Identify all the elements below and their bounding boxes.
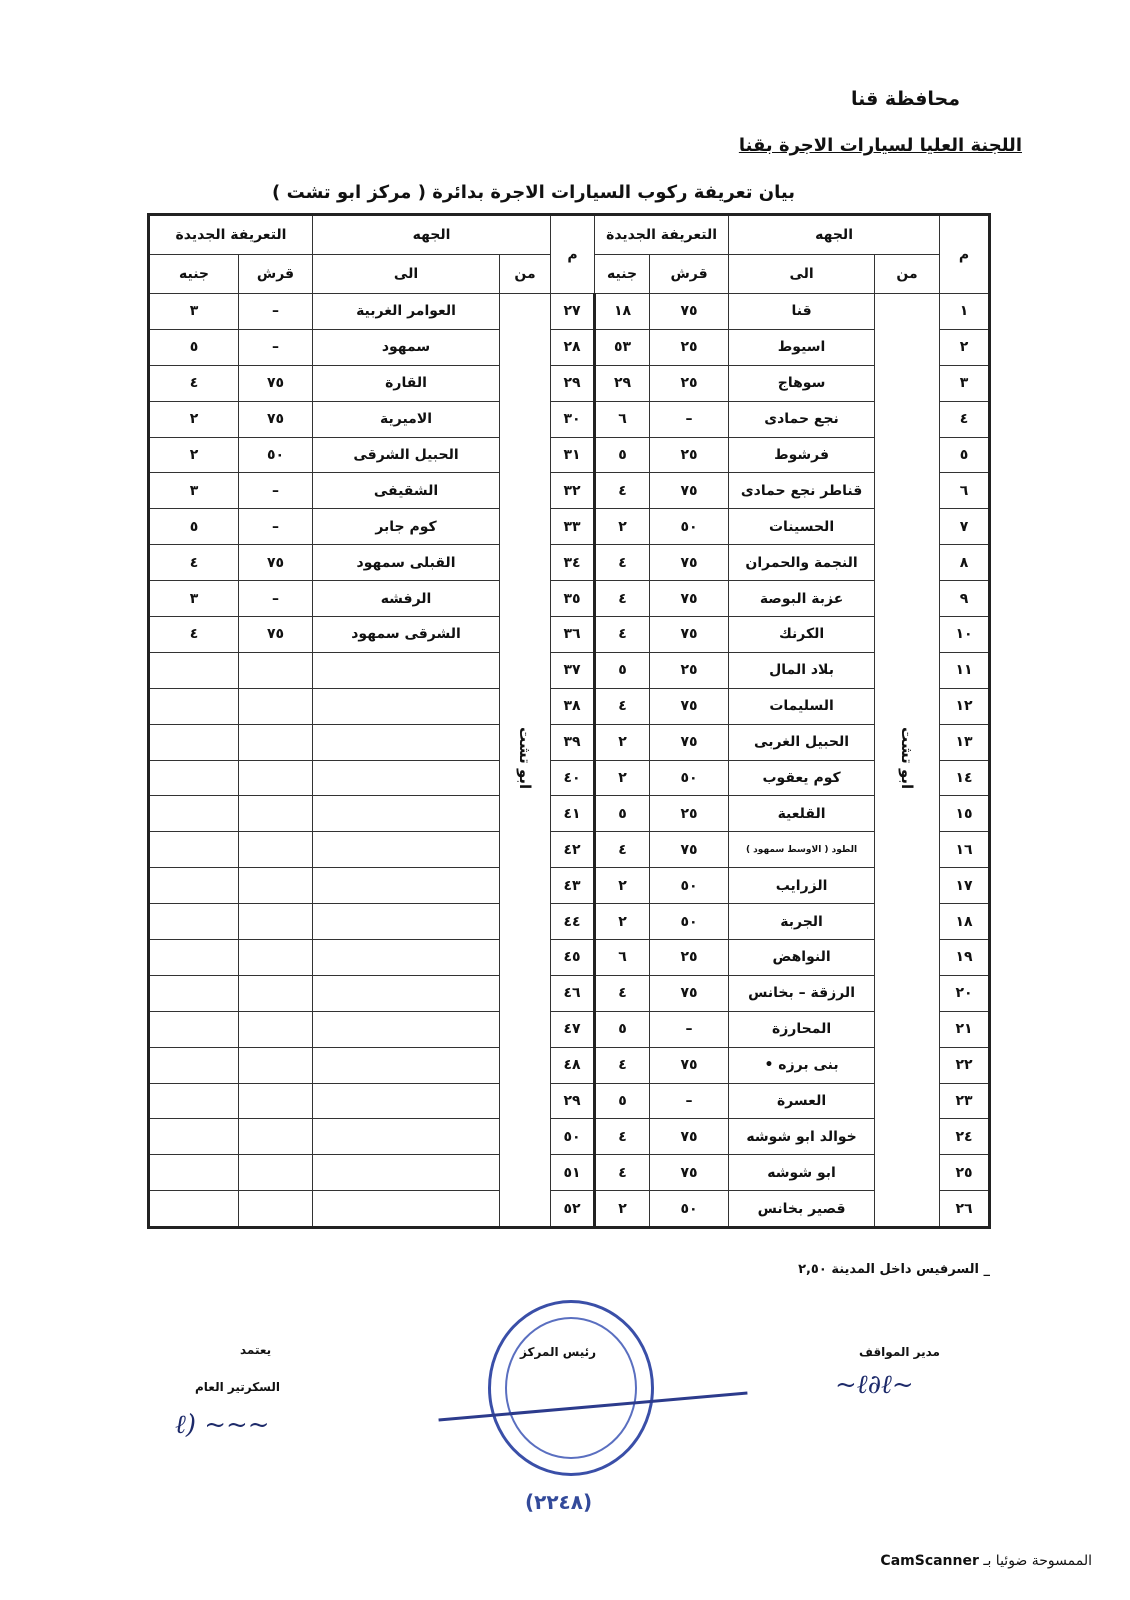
qirsh-left (239, 1047, 313, 1083)
row-number-right: ١٨ (940, 904, 990, 940)
destination-right: قصير بخانس (729, 1191, 875, 1228)
qirsh-right: ٧٥ (650, 617, 729, 653)
jineh-right: ٢٩ (595, 365, 650, 401)
row-number-right: ٤ (940, 401, 990, 437)
jineh-left: ٣ (149, 581, 239, 617)
jineh-left (149, 1155, 239, 1191)
row-number-right: ٢٤ (940, 1119, 990, 1155)
row-number-left: ٤١ (551, 796, 595, 832)
table-row (149, 545, 990, 581)
destination-right: الرزقة – بخانس (729, 975, 875, 1011)
destination-right: النواهض (729, 940, 875, 976)
jineh-left: ٣ (149, 294, 239, 330)
row-number-left: ٢٩ (551, 365, 595, 401)
scanner-prefix: الممسوحة ضوئيا بـ (983, 1553, 1092, 1569)
qirsh-left: ٧٥ (239, 401, 313, 437)
jineh-left (149, 1011, 239, 1047)
row-number-right: ١٣ (940, 724, 990, 760)
header-from-right: من (875, 255, 940, 294)
jineh-right: ٤ (595, 832, 650, 868)
secretary-label: السكرتير العام (195, 1380, 281, 1394)
jineh-left: ٥ (149, 509, 239, 545)
header-to-left: الى (313, 255, 500, 294)
jineh-left (149, 688, 239, 724)
destination-left: الرفشه (313, 581, 500, 617)
destination-left (313, 1047, 500, 1083)
qirsh-left: ٧٥ (239, 617, 313, 653)
table-row (149, 868, 990, 904)
jineh-right: ٤ (595, 617, 650, 653)
qirsh-right: ٧٥ (650, 688, 729, 724)
destination-right: خوالد ابو شوشه (729, 1119, 875, 1155)
qirsh-right: ٢٥ (650, 940, 729, 976)
row-number-right: ١٩ (940, 940, 990, 976)
row-number-left: ٣٣ (551, 509, 595, 545)
table-row (149, 509, 990, 545)
tariff-table (147, 213, 991, 1229)
row-number-right: ١٠ (940, 617, 990, 653)
qirsh-left (239, 1191, 313, 1228)
table-row (149, 437, 990, 473)
header-direction-right: الجهه (729, 215, 940, 255)
destination-left (313, 832, 500, 868)
statement-title (272, 182, 795, 203)
header-jineh-right: جنيه (595, 255, 650, 294)
qirsh-left (239, 796, 313, 832)
header-from-left: من (500, 255, 551, 294)
jineh-right: ٢ (595, 1191, 650, 1228)
qirsh-left (239, 1011, 313, 1047)
jineh-left: ٤ (149, 545, 239, 581)
jineh-right: ٤ (595, 1119, 650, 1155)
row-number-left: ٣٩ (551, 724, 595, 760)
tariff-table-body (149, 294, 990, 1228)
destination-right: الطود ( الاوسط سمهود ) (729, 832, 875, 868)
jineh-right: ٤ (595, 581, 650, 617)
approve-label: يعتمد (240, 1343, 272, 1357)
destination-left (313, 975, 500, 1011)
row-number-left: ٤٦ (551, 975, 595, 1011)
destination-left (313, 1011, 500, 1047)
qirsh-left: – (239, 509, 313, 545)
table-row (149, 473, 990, 509)
row-number-right: ٢٥ (940, 1155, 990, 1191)
jineh-right: ٤ (595, 975, 650, 1011)
destination-right: السليمات (729, 688, 875, 724)
table-row (149, 1119, 990, 1155)
jineh-left: ٤ (149, 617, 239, 653)
table-row (149, 688, 990, 724)
row-number-right: ٥ (940, 437, 990, 473)
row-number-left: ٤٧ (551, 1011, 595, 1047)
parking-manager-scribble: ~ℓ∂ℓ~ (835, 1370, 914, 1400)
qirsh-right: – (650, 1083, 729, 1119)
qirsh-left (239, 904, 313, 940)
destination-left: الاميرية (313, 401, 500, 437)
destination-right: النجمة والحمران (729, 545, 875, 581)
jineh-left (149, 796, 239, 832)
jineh-right: ٥ (595, 1083, 650, 1119)
qirsh-right: ٥٠ (650, 1191, 729, 1228)
jineh-right: ٥ (595, 1011, 650, 1047)
destination-left (313, 904, 500, 940)
official-stamp (488, 1300, 654, 1476)
row-number-left: ٤٤ (551, 904, 595, 940)
row-number-right: ٢٠ (940, 975, 990, 1011)
scanner-watermark (880, 1553, 1092, 1569)
header-m-left: م (551, 215, 595, 294)
table-row (149, 294, 990, 330)
row-number-right: ٦ (940, 473, 990, 509)
jineh-right: ٦ (595, 940, 650, 976)
qirsh-left (239, 1083, 313, 1119)
row-number-left: ٢٩ (551, 1083, 595, 1119)
scanner-brand: CamScanner (880, 1553, 979, 1569)
destination-right: بلاد المال (729, 652, 875, 688)
qirsh-right: ٧٥ (650, 1155, 729, 1191)
qirsh-left (239, 940, 313, 976)
destination-right: نجع حمادى (729, 401, 875, 437)
table-row (149, 1011, 990, 1047)
table-row (149, 760, 990, 796)
header-qirsh-left: قرش (239, 255, 313, 294)
service-note: _ السرفيس داخل المدينة ٢,٥٠ (798, 1262, 990, 1277)
destination-left (313, 796, 500, 832)
from-cell-left (500, 294, 551, 1228)
row-number-right: ١٦ (940, 832, 990, 868)
destination-right: قناطر نجع حمادى (729, 473, 875, 509)
jineh-right: ٢ (595, 904, 650, 940)
header-new-tariff-left: التعريفة الجديدة (149, 215, 313, 255)
parking-manager-signature (859, 1345, 940, 1359)
table-row (149, 1155, 990, 1191)
center-head-label: رئيس المركز (520, 1345, 597, 1359)
qirsh-left: – (239, 294, 313, 330)
row-number-left: ٤٨ (551, 1047, 595, 1083)
header-m-right: م (940, 215, 990, 294)
from-cell-right (875, 294, 940, 1228)
header-to-right: الى (729, 255, 875, 294)
destination-right: الحبيل الغربى (729, 724, 875, 760)
qirsh-right: ٧٥ (650, 975, 729, 1011)
row-number-left: ٤٠ (551, 760, 595, 796)
qirsh-left (239, 1119, 313, 1155)
qirsh-left (239, 688, 313, 724)
jineh-left (149, 904, 239, 940)
row-number-left: ٣٦ (551, 617, 595, 653)
table-row (149, 401, 990, 437)
jineh-left (149, 975, 239, 1011)
qirsh-right: ٧٥ (650, 1119, 729, 1155)
qirsh-right: ٧٥ (650, 832, 729, 868)
table-row (149, 832, 990, 868)
jineh-right: ٥٣ (595, 329, 650, 365)
governorate-title: محافظة قنا (850, 88, 960, 110)
destination-left: العوامر الغربية (313, 294, 500, 330)
qirsh-left (239, 868, 313, 904)
row-number-right: ٧ (940, 509, 990, 545)
table-row (149, 724, 990, 760)
qirsh-right: ٥٠ (650, 509, 729, 545)
row-number-right: ٣ (940, 365, 990, 401)
destination-right: الزرايب (729, 868, 875, 904)
qirsh-left (239, 1155, 313, 1191)
qirsh-right: ٧٥ (650, 545, 729, 581)
table-row (149, 652, 990, 688)
destination-right: كوم يعقوب (729, 760, 875, 796)
jineh-left (149, 1047, 239, 1083)
jineh-left (149, 1191, 239, 1228)
qirsh-right: ٢٥ (650, 796, 729, 832)
row-number-left: ٢٧ (551, 294, 595, 330)
header-new-tariff-right: التعريفة الجديدة (595, 215, 729, 255)
destination-left: سمهود (313, 329, 500, 365)
qirsh-right: – (650, 401, 729, 437)
row-number-left: ٤٥ (551, 940, 595, 976)
jineh-left (149, 652, 239, 688)
destination-right: الجربة (729, 904, 875, 940)
district-name: مركز ابو تشت (286, 182, 412, 203)
jineh-left: ٢ (149, 437, 239, 473)
header-direction-left: الجهه (313, 215, 551, 255)
destination-left (313, 652, 500, 688)
qirsh-left: – (239, 473, 313, 509)
qirsh-left (239, 652, 313, 688)
table-row (149, 940, 990, 976)
qirsh-right: ٢٥ (650, 652, 729, 688)
qirsh-right: ٥٠ (650, 760, 729, 796)
destination-left: الشرقى سمهود (313, 617, 500, 653)
qirsh-right: ٧٥ (650, 724, 729, 760)
jineh-right: ٢ (595, 868, 650, 904)
row-number-right: ١٥ (940, 796, 990, 832)
jineh-left: ٢ (149, 401, 239, 437)
row-number-left: ٣٨ (551, 688, 595, 724)
destination-left (313, 1119, 500, 1155)
destination-right: سوهاج (729, 365, 875, 401)
destination-right: فرشوط (729, 437, 875, 473)
jineh-right: ٢ (595, 724, 650, 760)
destination-left (313, 940, 500, 976)
qirsh-right: ٥٠ (650, 904, 729, 940)
row-number-right: ١١ (940, 652, 990, 688)
row-number-right: ٨ (940, 545, 990, 581)
secretary-scribble: ℓ) ~~~ (175, 1410, 270, 1440)
row-number-left: ٣١ (551, 437, 595, 473)
table-row (149, 796, 990, 832)
row-number-right: ٢٦ (940, 1191, 990, 1228)
qirsh-right: ٢٥ (650, 365, 729, 401)
jineh-left (149, 868, 239, 904)
row-number-left: ٣٥ (551, 581, 595, 617)
destination-left (313, 1083, 500, 1119)
destination-right: العسرة (729, 1083, 875, 1119)
destination-left: كوم جابر (313, 509, 500, 545)
qirsh-left (239, 832, 313, 868)
jineh-left (149, 760, 239, 796)
jineh-right: ٤ (595, 1155, 650, 1191)
table-row (149, 617, 990, 653)
jineh-left: ٤ (149, 365, 239, 401)
destination-left: القبلى سمهود (313, 545, 500, 581)
statement-text: بيان تعريفة ركوب السيارات الاجرة بدائرة ( (417, 182, 795, 203)
qirsh-left (239, 975, 313, 1011)
row-number-left: ٢٨ (551, 329, 595, 365)
jineh-left (149, 940, 239, 976)
qirsh-right: ٢٥ (650, 437, 729, 473)
destination-left: الشقيفى (313, 473, 500, 509)
qirsh-left (239, 760, 313, 796)
qirsh-left (239, 724, 313, 760)
jineh-left: ٣ (149, 473, 239, 509)
destination-right: الكرنك (729, 617, 875, 653)
qirsh-right: ٥٠ (650, 868, 729, 904)
table-row (149, 975, 990, 1011)
row-number-right: ١٢ (940, 688, 990, 724)
qirsh-right: ٧٥ (650, 294, 729, 330)
table-row (149, 904, 990, 940)
table-row (149, 365, 990, 401)
from-value-left: ابو تشت (516, 726, 535, 790)
row-number-right: ١٧ (940, 868, 990, 904)
destination-right: المحارزة (729, 1011, 875, 1047)
qirsh-right: ٢٥ (650, 329, 729, 365)
destination-left (313, 1155, 500, 1191)
destination-left: القارة (313, 365, 500, 401)
row-number-right: ١٤ (940, 760, 990, 796)
row-number-left: ٣٧ (551, 652, 595, 688)
row-number-right: ٢ (940, 329, 990, 365)
destination-right: عزبة البوصة (729, 581, 875, 617)
destination-left (313, 760, 500, 796)
jineh-right: ٢ (595, 509, 650, 545)
row-number-right: ٩ (940, 581, 990, 617)
from-value-right: ابو تشت (898, 726, 917, 790)
jineh-left (149, 724, 239, 760)
destination-left (313, 724, 500, 760)
jineh-left (149, 1119, 239, 1155)
table-row (149, 1191, 990, 1228)
row-number-left: ٤٣ (551, 868, 595, 904)
jineh-right: ٤ (595, 688, 650, 724)
destination-left: الحبيل الشرقى (313, 437, 500, 473)
qirsh-right: – (650, 1011, 729, 1047)
destination-left (313, 868, 500, 904)
qirsh-right: ٧٥ (650, 1047, 729, 1083)
destination-right: الحسينات (729, 509, 875, 545)
committee-title: اللجنة العليا لسيارات الاجرة بقنا (738, 135, 1022, 156)
row-number-left: ٤٢ (551, 832, 595, 868)
destination-right: ابو شوشه (729, 1155, 875, 1191)
table-row (149, 1083, 990, 1119)
jineh-right: ٥ (595, 652, 650, 688)
destination-right: بنى برزه • (729, 1047, 875, 1083)
parking-manager-label: مدير المواقف (859, 1345, 940, 1359)
row-number-left: ٥١ (551, 1155, 595, 1191)
destination-left (313, 1191, 500, 1228)
table-row (149, 329, 990, 365)
row-number-left: ٥٠ (551, 1119, 595, 1155)
header-jineh-left: جنيه (149, 255, 239, 294)
row-number-left: ٥٢ (551, 1191, 595, 1228)
qirsh-left: – (239, 581, 313, 617)
table-row (149, 581, 990, 617)
row-number-right: ٢٣ (940, 1083, 990, 1119)
jineh-right: ٦ (595, 401, 650, 437)
header-qirsh-right: قرش (650, 255, 729, 294)
qirsh-left: – (239, 329, 313, 365)
reference-number: (٢٢٤٨) (525, 1490, 593, 1514)
row-number-right: ١ (940, 294, 990, 330)
jineh-right: ٥ (595, 796, 650, 832)
qirsh-right: ٧٥ (650, 581, 729, 617)
row-number-left: ٣٤ (551, 545, 595, 581)
jineh-left (149, 1083, 239, 1119)
destination-right: اسيوط (729, 329, 875, 365)
qirsh-left: ٧٥ (239, 365, 313, 401)
jineh-right: ٥ (595, 437, 650, 473)
jineh-left (149, 832, 239, 868)
jineh-right: ٤ (595, 1047, 650, 1083)
jineh-right: ١٨ (595, 294, 650, 330)
qirsh-left: ٧٥ (239, 545, 313, 581)
row-number-right: ٢١ (940, 1011, 990, 1047)
qirsh-right: ٧٥ (650, 473, 729, 509)
table-row (149, 1047, 990, 1083)
statement-close: ) (272, 182, 281, 203)
jineh-left: ٥ (149, 329, 239, 365)
destination-right: القلعية (729, 796, 875, 832)
destination-right: قنا (729, 294, 875, 330)
row-number-right: ٢٢ (940, 1047, 990, 1083)
jineh-right: ٤ (595, 473, 650, 509)
qirsh-left: ٥٠ (239, 437, 313, 473)
destination-left (313, 688, 500, 724)
row-number-left: ٣٠ (551, 401, 595, 437)
jineh-right: ٢ (595, 760, 650, 796)
row-number-left: ٣٢ (551, 473, 595, 509)
jineh-right: ٤ (595, 545, 650, 581)
